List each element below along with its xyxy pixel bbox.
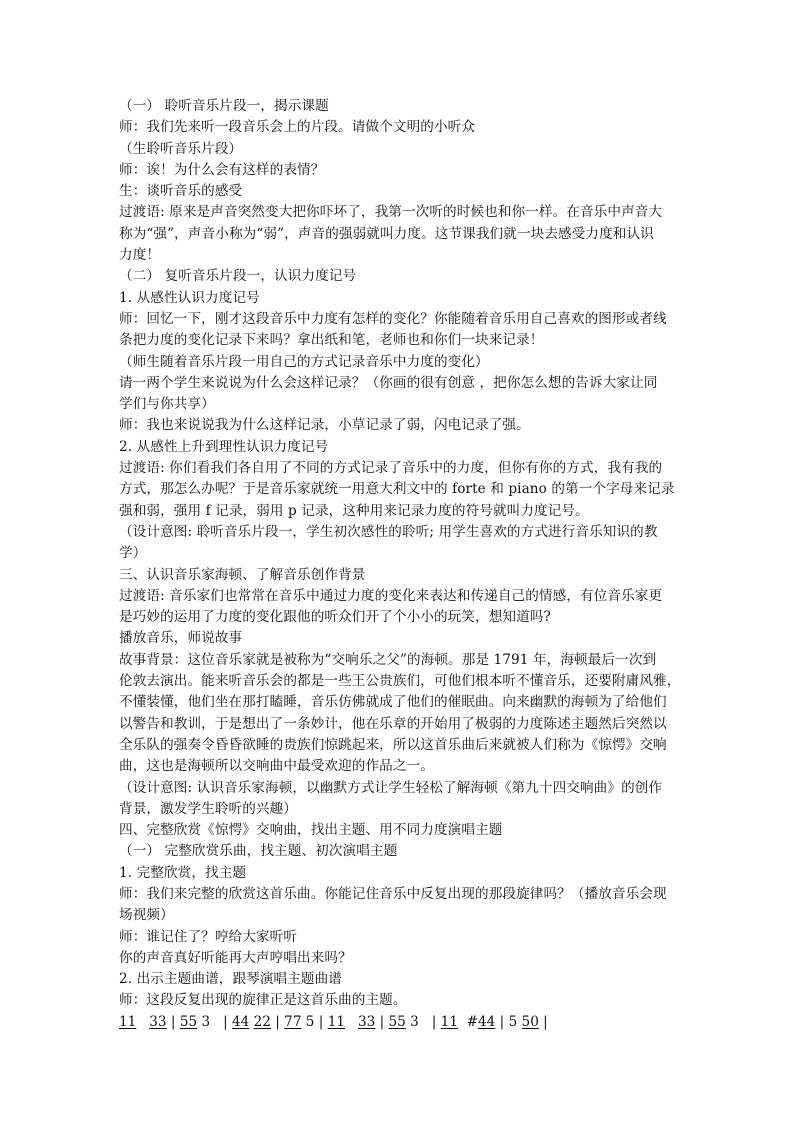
- note-group: 44: [478, 1013, 496, 1030]
- text-line: 生：谈听音乐的感受: [119, 183, 243, 200]
- note-separator: | 5: [495, 1013, 522, 1030]
- melody-notation: [119, 1012, 679, 1033]
- text-line: 2. 出示主题曲谱，跟琴演唱主题曲谱: [119, 971, 342, 988]
- note-separator: |: [270, 1013, 285, 1030]
- note-group: 22: [253, 1013, 271, 1030]
- note-group: 44: [231, 1013, 250, 1030]
- note-group: 33: [357, 1013, 376, 1030]
- note-separator: 3 |: [405, 1013, 441, 1030]
- note-group: 11: [440, 1013, 458, 1030]
- text-line: 全乐队的强奏令昏昏欲睡的贵族们惊跳起来，所以这首乐曲后来就被人们称为《惊愕》交响: [119, 736, 667, 753]
- text-line: （一） 聆听音乐片段一，揭示课题: [119, 98, 329, 114]
- text-line: 师：我们来完整的欣赏这首乐曲。你能记住音乐中反复出现的那段旋律吗？（播放音乐会现: [119, 885, 667, 902]
- text-line: 师：这段反复出现的旋律正是这首乐曲的主题。: [119, 992, 407, 1009]
- text-line: 曲，这也是海顿所以交响曲中最受欢迎的作品之一。: [119, 758, 434, 775]
- text-line: 背景，激发学生聆听的兴趣）: [119, 800, 298, 817]
- text-line: （设计意图: 认识音乐家海顿，以幽默方式让学生轻松了解海顿《第九十四交响曲》的创作: [119, 779, 663, 796]
- text-line: （生聆听音乐片段）: [119, 140, 243, 157]
- text-line: （一） 完整欣赏乐曲，找主题、初次演唱主题: [119, 843, 398, 860]
- text-line: 强和弱，强用 f 记录，弱用 p 记录，这种用来记录力度的符号就叫力度记号。: [119, 502, 589, 519]
- text-line: 播放音乐，师说故事: [119, 630, 243, 647]
- text-line: 1. 从感性认识力度记号: [119, 289, 260, 306]
- text-line: 1. 完整欣赏，找主题: [119, 864, 247, 881]
- text-line: 学们与你共享）: [119, 396, 215, 413]
- text-line: 过渡语: 音乐家们也常常在音乐中通过力度的变化来表达和传递自己的情感，有位音乐家更: [119, 587, 663, 604]
- note-group: 11: [119, 1013, 137, 1030]
- note-separator: [136, 1012, 149, 1033]
- text-line: 过渡语: 原来是声音突然变大把你吓坏了，我第一次听的时候也和你一样。在音乐中声音大: [119, 204, 663, 221]
- text-line: 2. 从感性上升到理性认识力度记号: [119, 438, 329, 455]
- text-line: 场视频）: [119, 907, 174, 924]
- text-line: 伦敦去演出。能来听音乐会的都是一些王公贵族们，可他们根本听不懂音乐，还要附庸风雅，: [119, 673, 681, 690]
- note-separator: |: [166, 1013, 180, 1030]
- note-group: 50: [521, 1013, 539, 1030]
- text-lines: [119, 96, 679, 1012]
- text-line: 三、认识音乐家海顿、了解音乐创作背景: [119, 566, 366, 583]
- note-separator: 3 |: [197, 1013, 232, 1030]
- document-body: [119, 96, 679, 1033]
- text-line: 请一两个学生来说说为什么会这样记录？（你画的很有创意 ，把你怎么想的告诉大家让同: [119, 374, 658, 391]
- text-line: 以警告和教训，于是想出了一条妙计，他在乐章的开始用了极弱的力度陈述主题然后突然以: [119, 715, 667, 732]
- text-line: 力度！: [119, 247, 161, 264]
- note-separator: |: [538, 1013, 548, 1030]
- note-group: 33: [149, 1013, 167, 1030]
- text-line: 条把力度的变化记录下来吗？拿出纸和笔，老师也和你们一块来记录！: [119, 332, 544, 349]
- text-line: 师：回忆一下，刚才这段音乐中力度有怎样的变化？你能随着音乐用自己喜欢的图形或者线: [119, 310, 667, 327]
- note-group: 55: [179, 1013, 198, 1030]
- text-line: （二） 复听音乐片段一，认识力度记号: [119, 268, 357, 285]
- text-line: （师生随着音乐片段一用自己的方式记录音乐中力度的变化）: [119, 353, 489, 370]
- text-line: （设计意图: 聆听音乐片段一，学生初次感性的聆听; 用学生喜欢的方式进行音乐知识的教: [119, 523, 658, 540]
- text-line: 你的声音真好听能再大声哼唱出来吗？: [119, 949, 352, 966]
- text-line: 师：我也来说说我为什么这样记录，小草记录了弱，闪电记录了强。: [119, 417, 530, 434]
- note-separator: #: [457, 1013, 479, 1030]
- note-group: 77: [284, 1013, 302, 1030]
- note-group: 55: [388, 1013, 406, 1030]
- text-line: 不懂装懂，他们坐在那打瞌睡，音乐仿佛就成了他们的催眠曲。向来幽默的海顿为了给他们: [119, 694, 667, 711]
- text-line: 师：我们先来听一段音乐会上的片段。请做个文明的小听众: [119, 119, 476, 136]
- note-group: 11: [327, 1013, 345, 1030]
- text-line: 方式，那怎么办呢？于是音乐家就统一用意大利文中的 forte 和 piano 的第一个字母来记录: [119, 481, 675, 498]
- text-line: 四、完整欣赏《惊愕》交响曲，找出主题、用不同力度演唱主题: [119, 822, 503, 839]
- text-line: 是巧妙的运用了力度的变化跟他的听众们开了个小小的玩笑，想知道吗?: [119, 609, 551, 626]
- text-line: 师：谁记住了？哼给大家听听: [119, 928, 298, 945]
- text-line: 师：诶！为什么会有这样的表情？: [119, 161, 325, 178]
- text-line: 称为“强”，声音小称为“弱”，声音的强弱就叫力度。这节课我们就一块去感受力度和认识: [119, 225, 654, 242]
- note-separator: [345, 1012, 358, 1033]
- note-separator: 5 |: [301, 1013, 328, 1030]
- note-separator: |: [375, 1013, 389, 1030]
- text-line: 学）: [119, 545, 147, 562]
- text-line: 故事背景：这位音乐家就是被称为“交响乐之父”的海顿。那是 1791 年，海顿最后一次到: [119, 651, 657, 668]
- text-line: 过渡语: 你们看我们各自用了不同的方式记录了音乐中的力度，但你有你的方式，我有我的: [119, 460, 663, 477]
